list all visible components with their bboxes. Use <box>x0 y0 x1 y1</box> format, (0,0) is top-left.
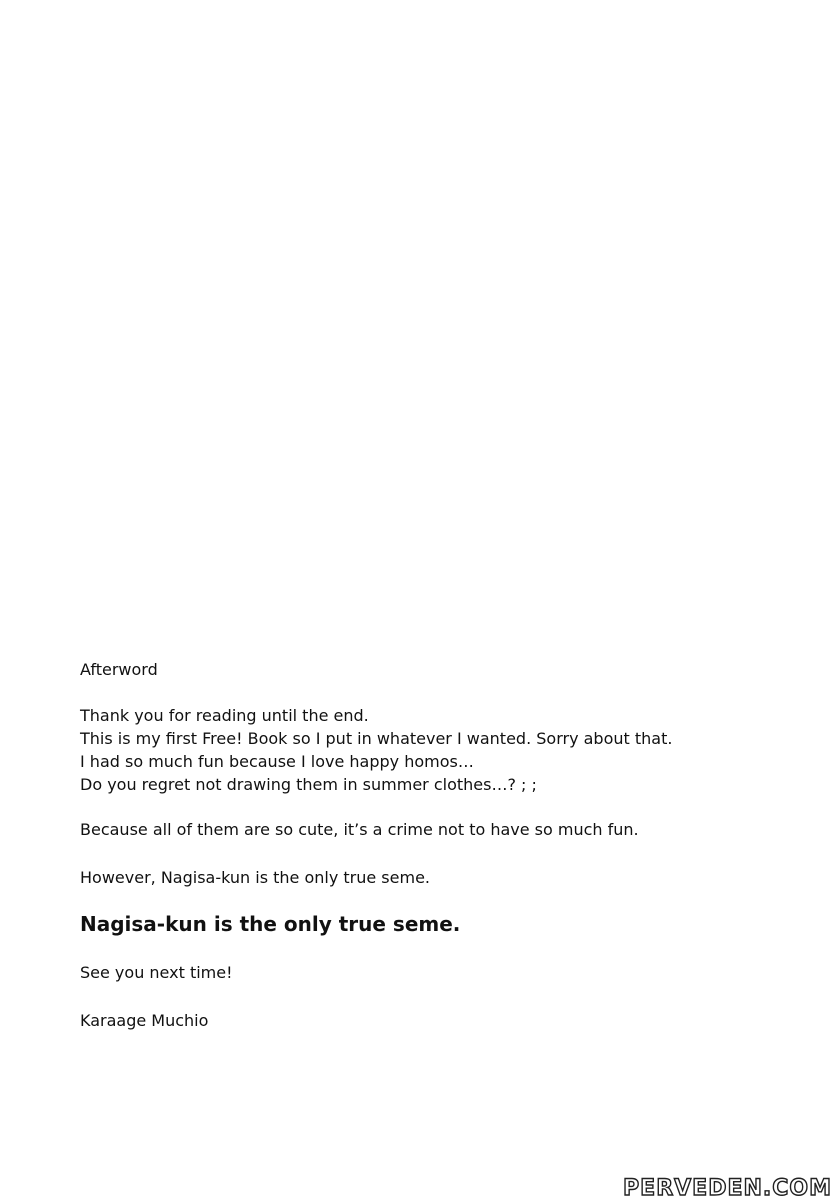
afterword-title: Afterword <box>80 660 158 679</box>
intro-line: This is my first Free! Book so I put in whatever I wanted. Sorry about that. <box>80 729 673 748</box>
intro-line: Thank you for reading until the end. <box>80 706 369 725</box>
intro-line: I had so much fun because I love happy homos… <box>80 752 474 771</box>
intro-line: Do you regret not drawing them in summer clothes…? ; ; <box>80 775 537 794</box>
site-watermark: PERVEDEN.COM <box>617 1178 836 1200</box>
cute-paragraph: Because all of them are so cute, it’s a crime not to have so much fun. <box>80 820 639 839</box>
however-paragraph: However, Nagisa-kun is the only true seme. <box>80 868 430 887</box>
afterword-section <box>80 658 780 1032</box>
farewell-line: See you next time! <box>80 963 233 982</box>
intro-paragraph <box>80 704 780 796</box>
emphasis-statement: Nagisa-kun is the only true seme. <box>80 912 461 936</box>
author-signature: Karaage Muchio <box>80 1011 209 1030</box>
